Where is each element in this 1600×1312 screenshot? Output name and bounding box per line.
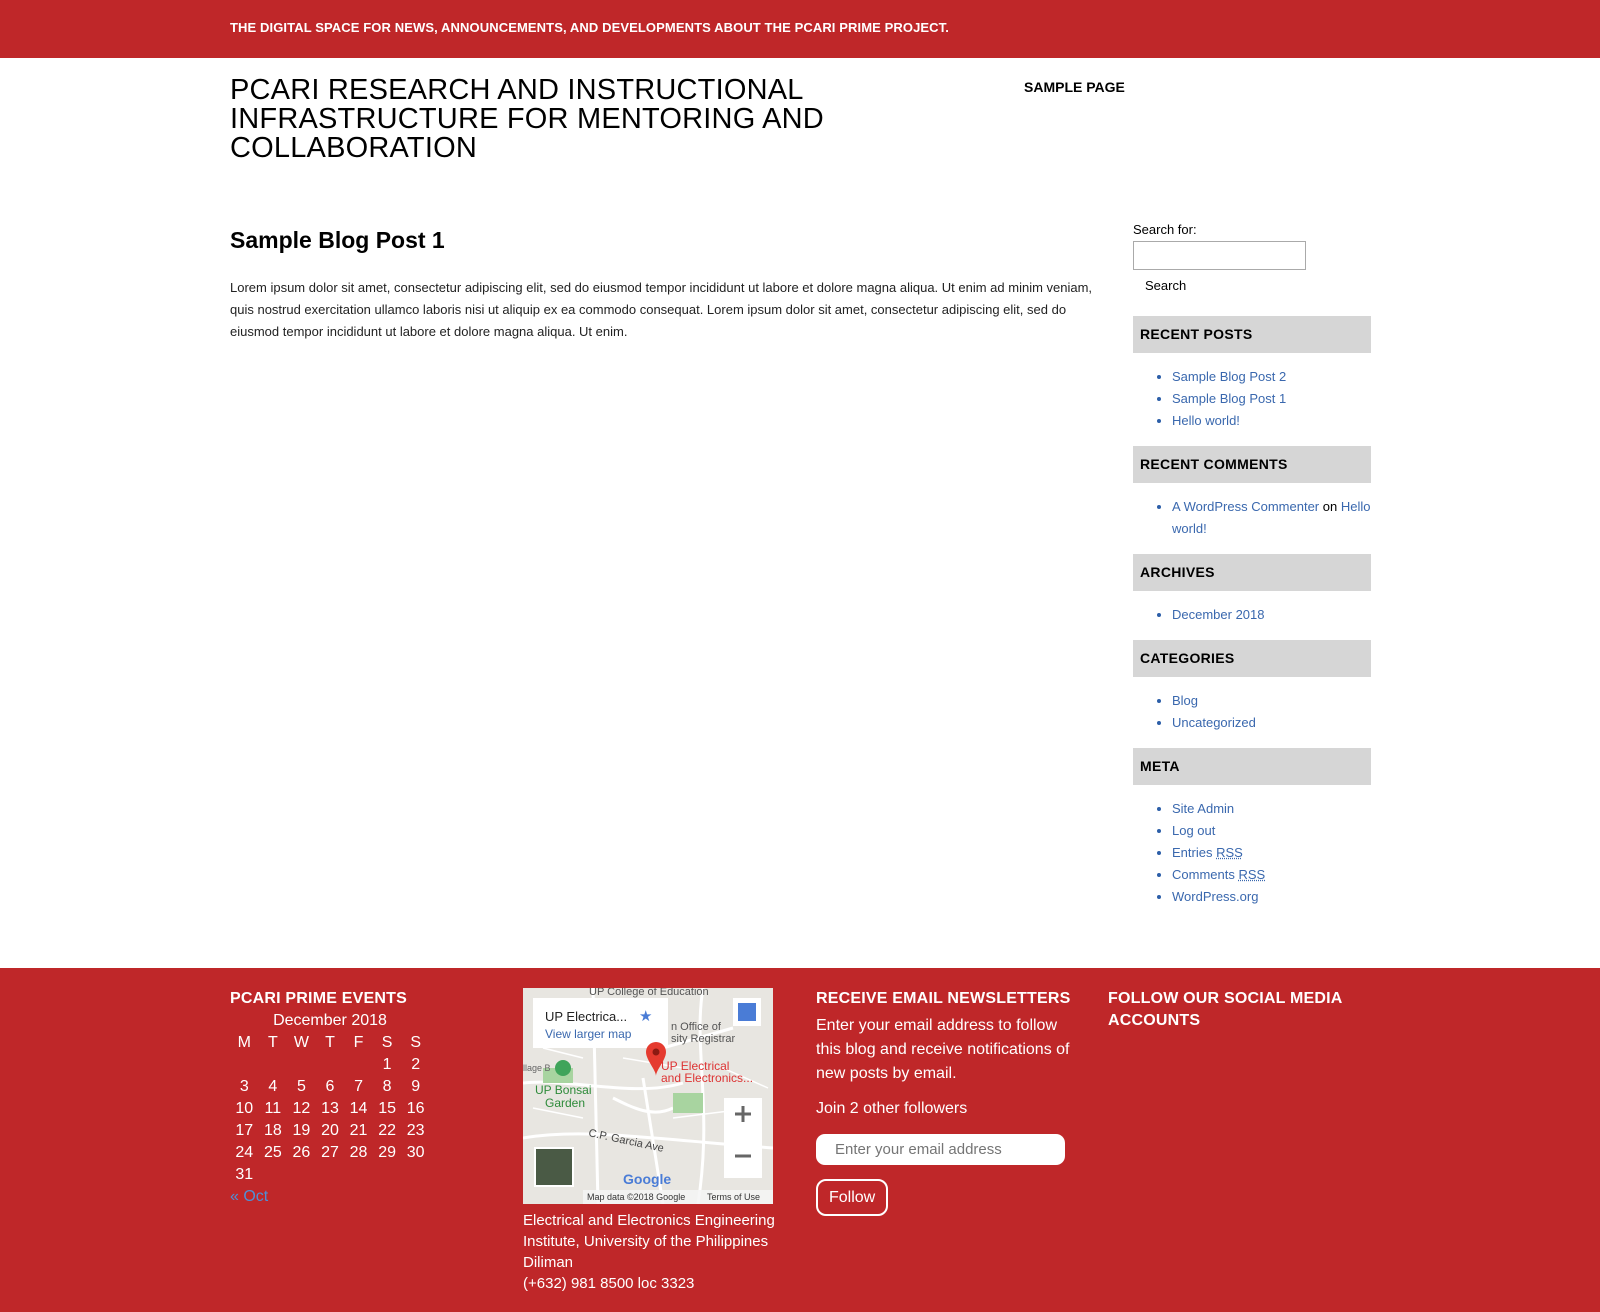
comments-rss-link[interactable]	[1172, 867, 1265, 882]
calendar-week	[230, 1120, 430, 1142]
calendar-day	[344, 1164, 373, 1186]
map-street-label: C.P. Garcia Ave	[587, 1127, 665, 1155]
search-input[interactable]	[1133, 241, 1306, 270]
calendar-day: 1	[382, 1056, 392, 1073]
map-village-label: llage B	[523, 1063, 551, 1073]
calendar-day: 3	[239, 1078, 249, 1095]
map-office-label-1: n Office of	[671, 1021, 721, 1033]
archives-widget	[1133, 554, 1371, 626]
calendar-day: 18	[263, 1122, 282, 1139]
calendar-day: 26	[292, 1144, 311, 1161]
rss-abbr: RSS	[1216, 845, 1243, 860]
list-item	[1172, 388, 1371, 410]
google-logo: Google	[623, 1171, 672, 1187]
recent-posts-widget	[1133, 316, 1371, 432]
widget-title: CATEGORIES	[1133, 640, 1371, 677]
comment-post-link[interactable]: Hello world!	[1172, 499, 1371, 536]
list-item	[1172, 886, 1371, 908]
calendar-day	[401, 1164, 430, 1186]
map-pin-label-1: UP Electrical	[661, 1059, 730, 1073]
list-item	[1172, 820, 1371, 842]
categories-widget	[1133, 640, 1371, 734]
calendar-day: 15	[378, 1100, 396, 1117]
social-widget	[1108, 988, 1368, 1032]
calendar-day	[316, 1164, 345, 1186]
calendar-day	[316, 1054, 345, 1076]
calendar-day	[373, 1164, 402, 1186]
calendar-day: 9	[411, 1078, 421, 1095]
calendar-day: 20	[321, 1122, 339, 1139]
calendar-day: 16	[406, 1100, 425, 1117]
calendar-day: 21	[349, 1122, 368, 1139]
newsletter-text: Enter your email address to follow this blog and receive notifications of new posts by email.	[816, 1017, 1070, 1082]
list-item	[1172, 496, 1371, 540]
calendar-day-header: T	[267, 1034, 278, 1051]
map-college-label: UP College of Education	[589, 988, 709, 998]
map-data-attribution: Map data ©2018 Google	[587, 1192, 686, 1202]
calendar-day: 23	[406, 1122, 425, 1139]
list-item	[1172, 864, 1371, 886]
calendar-day	[287, 1054, 316, 1076]
comment-author-link[interactable]: A WordPress Commenter	[1172, 499, 1320, 514]
calendar-day	[259, 1164, 288, 1186]
newsletter-widget	[816, 988, 1076, 1216]
widget-title: RECENT POSTS	[1133, 316, 1371, 353]
follower-count: Join 2 other followers	[816, 1100, 968, 1117]
calendar-day-header: S	[410, 1034, 422, 1051]
post-body: Lorem ipsum dolor sit amet, consectetur adipiscing elit, sed do eiusmod tempor incididunt ut labore et dolore magna aliqua. Ut enim ad minim veniam, quis nostrud exercitation ullamco laboris nisi ut aliquip ex ea commodo consequat. Lorem ipsum dolor sit amet, consectetur adipiscing elit, sed do eiusmod tempor incididunt ut labore et dolore magna aliqua. Ut enim.	[230, 280, 1093, 339]
calendar-day: 11	[264, 1100, 282, 1117]
archive-link[interactable]: December 2018	[1172, 607, 1265, 622]
calendar-day-header: M	[237, 1034, 251, 1051]
post-title[interactable]: Sample Blog Post 1	[230, 227, 445, 253]
calendar-week	[230, 1076, 430, 1098]
calendar-day: 4	[268, 1078, 278, 1095]
calendar-day	[287, 1164, 316, 1186]
list-item	[1172, 712, 1371, 734]
list-item	[1172, 690, 1371, 712]
calendar-day: 13	[321, 1100, 339, 1117]
category-link[interactable]: Uncategorized	[1172, 715, 1256, 730]
rss-abbr: RSS	[1238, 867, 1266, 882]
site-tagline: THE DIGITAL SPACE FOR NEWS, ANNOUNCEMENTS, AND DEVELOPMENTS ABOUT THE PCARI PRIME PROJECT.	[230, 20, 949, 35]
recent-post-link[interactable]: Hello world!	[1172, 413, 1240, 428]
calendar-prev-link[interactable]: « Oct	[230, 1188, 269, 1205]
map-canvas[interactable]	[523, 988, 773, 1204]
calendar-day-header: F	[353, 1034, 364, 1051]
list-item	[1172, 798, 1371, 820]
entries-rss-link[interactable]	[1172, 845, 1243, 860]
calendar-day-header: W	[293, 1034, 309, 1051]
list-item	[1172, 604, 1371, 626]
comment-on-text: on	[1322, 499, 1338, 514]
map-office-label-2: sity Registrar	[671, 1033, 736, 1045]
recent-post-link[interactable]: Sample Blog Post 1	[1172, 391, 1287, 406]
calendar-day: 29	[378, 1144, 396, 1161]
calendar-day	[259, 1054, 288, 1076]
calendar-day: 25	[263, 1144, 282, 1161]
list-item	[1172, 366, 1371, 388]
phone-text: (+632) 981 8500 loc 3323	[523, 1275, 695, 1292]
calendar-day: 27	[321, 1144, 339, 1161]
calendar-day: 22	[378, 1122, 396, 1139]
embedded-map[interactable]	[523, 988, 773, 1204]
address-text: Electrical and Electronics Engineering Institute, University of the Philippines Diliman	[523, 1212, 775, 1271]
footer	[0, 968, 1600, 1312]
calendar-day: 17	[235, 1122, 254, 1139]
calendar-week	[230, 1054, 430, 1076]
calendar-table	[230, 1032, 430, 1186]
events-title: PCARI PRIME EVENTS	[230, 990, 407, 1007]
map-place-name: UP Electrica...	[545, 1009, 628, 1024]
meta-widget	[1133, 748, 1371, 908]
wordpress-org-link[interactable]: WordPress.org	[1172, 889, 1259, 904]
search-button[interactable]: Search	[1145, 278, 1187, 293]
follow-button[interactable]: Follow	[816, 1179, 888, 1216]
list-item	[1172, 410, 1371, 432]
site-title[interactable]: PCARI RESEARCH AND INSTRUCTIONAL INFRASTRUCTURE FOR MENTORING AND COLLABORATION	[230, 74, 824, 164]
calendar-week	[230, 1164, 430, 1186]
map-terms-link[interactable]: Terms of Use	[707, 1192, 761, 1202]
widget-title: META	[1133, 748, 1371, 785]
search-label: Search for:	[1133, 222, 1197, 237]
social-title: FOLLOW OUR SOCIAL MEDIA ACCOUNTS	[1108, 990, 1342, 1029]
events-widget	[230, 988, 430, 1206]
newsletter-title: RECEIVE EMAIL NEWSLETTERS	[816, 990, 1071, 1007]
calendar-day: 5	[296, 1078, 306, 1095]
search-widget	[1133, 222, 1371, 293]
map-garden-label-2: Garden	[545, 1096, 586, 1110]
email-field[interactable]	[816, 1134, 1065, 1165]
site-admin-link[interactable]: Site Admin	[1172, 801, 1235, 816]
sidebar	[1133, 220, 1371, 908]
calendar-day: 19	[292, 1122, 311, 1139]
calendar-day	[230, 1054, 259, 1076]
recent-comments-widget	[1133, 446, 1371, 540]
calendar-day: 10	[235, 1100, 254, 1117]
calendar-day: 30	[406, 1144, 425, 1161]
address-block	[523, 1210, 783, 1294]
calendar-day: 12	[292, 1100, 311, 1117]
calendar-week	[230, 1098, 430, 1120]
comments-label: Comments	[1172, 867, 1235, 882]
widget-title: RECENT COMMENTS	[1133, 446, 1371, 483]
calendar-day: 7	[354, 1078, 363, 1095]
recent-post-link[interactable]: Sample Blog Post 2	[1172, 369, 1287, 384]
nav-item-sample-page[interactable]: SAMPLE PAGE	[1024, 79, 1125, 95]
star-icon[interactable]: ★	[639, 1008, 653, 1025]
view-larger-map-link[interactable]: View larger map	[545, 1027, 632, 1041]
log-out-link[interactable]: Log out	[1172, 823, 1216, 838]
category-link[interactable]: Blog	[1172, 693, 1199, 708]
calendar-day: 14	[349, 1100, 368, 1117]
calendar-day: 6	[325, 1078, 335, 1095]
calendar-week	[230, 1142, 430, 1164]
map-garden-label-1: UP Bonsai	[535, 1083, 592, 1097]
calendar-day: 8	[382, 1078, 392, 1095]
list-item	[1172, 842, 1371, 864]
calendar-day: 2	[411, 1056, 421, 1073]
widget-title: ARCHIVES	[1133, 554, 1371, 591]
map-pin-label-2: and Electronics...	[661, 1071, 754, 1085]
calendar-day: 24	[235, 1144, 254, 1161]
calendar-day: 31	[235, 1166, 254, 1183]
calendar-day-header: S	[381, 1034, 393, 1051]
calendar-caption: December 2018	[273, 1012, 387, 1029]
calendar-day-header: T	[325, 1034, 335, 1051]
calendar-day	[344, 1054, 373, 1076]
top-bar	[0, 0, 1600, 58]
calendar-day: 28	[349, 1144, 368, 1161]
entries-label: Entries	[1172, 845, 1213, 860]
